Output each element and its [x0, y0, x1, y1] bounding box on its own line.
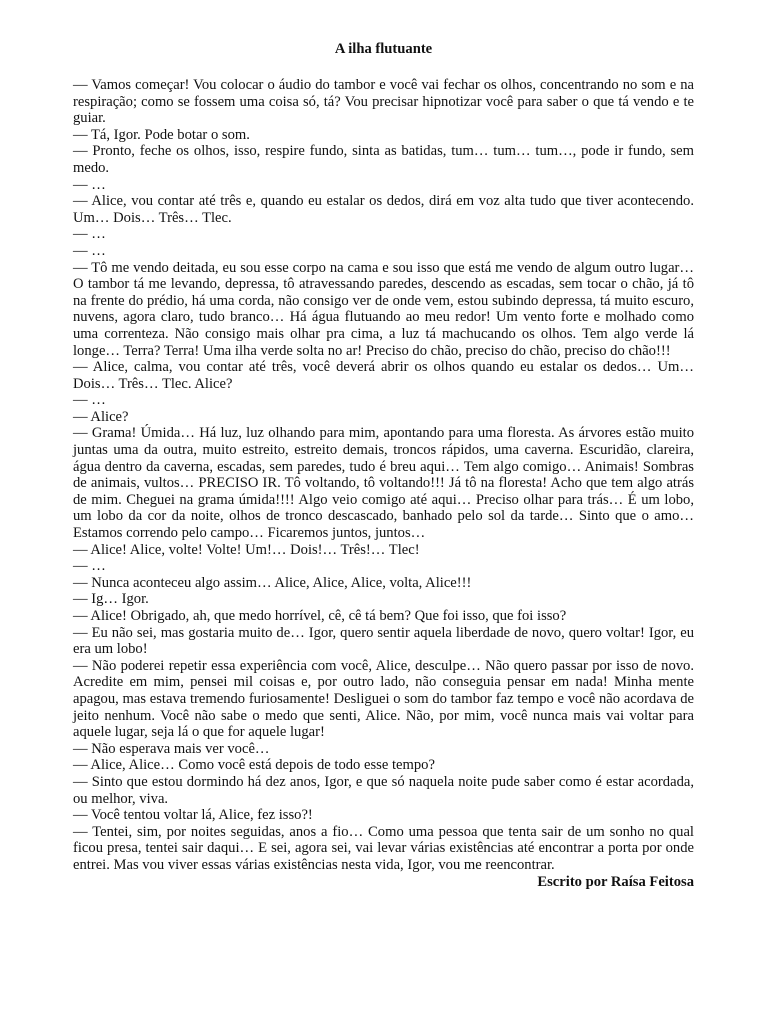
dialogue-paragraph: — Alice! Alice, volte! Volte! Um!… Dois!… Três!… Tlec!: [73, 541, 420, 558]
dialogue-paragraph: — Vamos começar! Vou colocar o áudio do tambor e você vai fechar os olhos, concentrando no som e na respiração; como se fossem uma coisa só, tá? Vou precisar hipnotizar você para saber o que tá vendo e te guiar.: [73, 77, 694, 127]
dialogue-paragraph: — Alice! Obrigado, ah, que medo horrível, cê, cê tá bem? Que foi isso, que foi isso?: [73, 608, 567, 624]
dialogue-paragraph: — …: [73, 392, 106, 409]
dialogue-paragraph: — …: [73, 226, 106, 243]
dialogue-paragraph: — Alice, vou contar até três e, quando eu estalar os dedos, dirá em voz alta tudo que tiver acontecendo. Um… Dois… Três… Tlec.: [73, 193, 694, 226]
dialogue-paragraph: — …: [73, 176, 106, 193]
dialogue-paragraph: — Alice, Alice… Como você está depois de todo esse tempo?: [73, 757, 435, 774]
dialogue-paragraph: — Sinto que estou dormindo há dez anos, Igor, e que só naquela noite pude saber como é estar acordada, ou melhor, viva.: [73, 773, 694, 807]
author-signature: Escrito por Raísa Feitosa: [537, 873, 694, 890]
dialogue-paragraph: — Tentei, sim, por noites seguidas, anos a fio… Como uma pessoa que tenta sair de um sonho no qual ficou presa, tentei sair daqui… E sei, agora sei, vai levar várias existências até encontrar a porta por onde entrei. Mas vou viver essas várias existências nesta vida, Igor, vou me reencontrar.: [73, 823, 694, 873]
dialogue-paragraph: — Alice?: [73, 408, 129, 425]
dialogue-paragraph: — Tô me vendo deitada, eu sou esse corpo na cama e sou isso que está me vendo de algum outro lugar… O tambor tá me levando, depressa, tô atravessando paredes, descendo as escadas, sem tocar o chão, já tô na frente do prédio, há uma corda, não consigo ver de onde vem, estou subindo depressa, tá muito escuro, nuvens, agora claro, tudo branco… Há água flutuando ao meu redor! Um vento forte e molhado como uma correnteza. Não consigo mais olhar pra cima, a luz tá machucando os olhos. Tem algo verde lá longe… Terra? Terra! Uma ilha verde solta no ar! Preciso do chão, preciso do chão, preciso do chão!!!: [73, 259, 694, 359]
dialogue-paragraph: — Grama! Úmida… Há luz, luz olhando para mim, apontando para uma floresta. As árvores estão muito juntas uma da outra, muito estreito, estreito demais, troncos rápidos, uma caverna. Escuridão, clareira, água dentro da caverna, escadas, sem paredes, tudo é breu aqui… Tem algo comigo… Animais! Sombras de animais, vultos… PRECISO IR. Tô voltando, tô voltando!!! Já tô na floresta! Acho que tem algo atrás de mim. Cheguei na grama úmida!!!! Algo veio comigo até aqui… Preciso olhar para trás… É um lobo, um lobo da cor da noite, olhos de tronco descascado, banhado pelo sol da tarde… Sinto que o amo… Estamos correndo pelo campo… Ficaremos juntos, juntos…: [73, 425, 694, 542]
dialogue-paragraph: — Eu não sei, mas gostaria muito de… Igor, quero sentir aquela liberdade de novo, quero voltar! Igor, eu era um lobo!: [73, 624, 694, 658]
document-title: A ilha flutuante: [334, 41, 433, 57]
story-body: [73, 77, 694, 874]
dialogue-paragraph: — …: [73, 242, 106, 259]
dialogue-paragraph: — …: [73, 558, 106, 575]
dialogue-paragraph: — Ig… Igor.: [73, 591, 149, 608]
dialogue-paragraph: — Pronto, feche os olhos, isso, respire fundo, sinta as batidas, tum… tum… tum…, pode ir fundo, sem medo.: [73, 143, 694, 176]
dialogue-paragraph: — Nunca aconteceu algo assim… Alice, Alice, Alice, volta, Alice!!!: [73, 574, 472, 591]
dialogue-paragraph: — Tá, Igor. Pode botar o som.: [73, 126, 250, 143]
dialogue-paragraph: — Alice, calma, vou contar até três, você deverá abrir os olhos quando eu estalar os dedos… Um… Dois… Três… Tlec. Alice?: [73, 359, 694, 392]
dialogue-paragraph: — Você tentou voltar lá, Alice, fez isso?!: [73, 807, 313, 824]
dialogue-paragraph: — Não esperava mais ver você…: [73, 740, 270, 757]
dialogue-paragraph: — Não poderei repetir essa experiência com você, Alice, desculpe… Não quero passar por isso de novo. Acredite em mim, pensei mil coisas e, por outro lado, não conseguia pensar em nada! Minha mente apagou, mas estava tremendo furiosamente! Desliguei o som do tambor faz tempo e você não acordava de jeito nenhum. Você não sabe o medo que senti, Alice. Não, por mim, você nunca mais vai voltar para aquele lugar, seja lá o que for aquele lugar!: [73, 657, 694, 741]
document-page: [73, 40, 694, 890]
